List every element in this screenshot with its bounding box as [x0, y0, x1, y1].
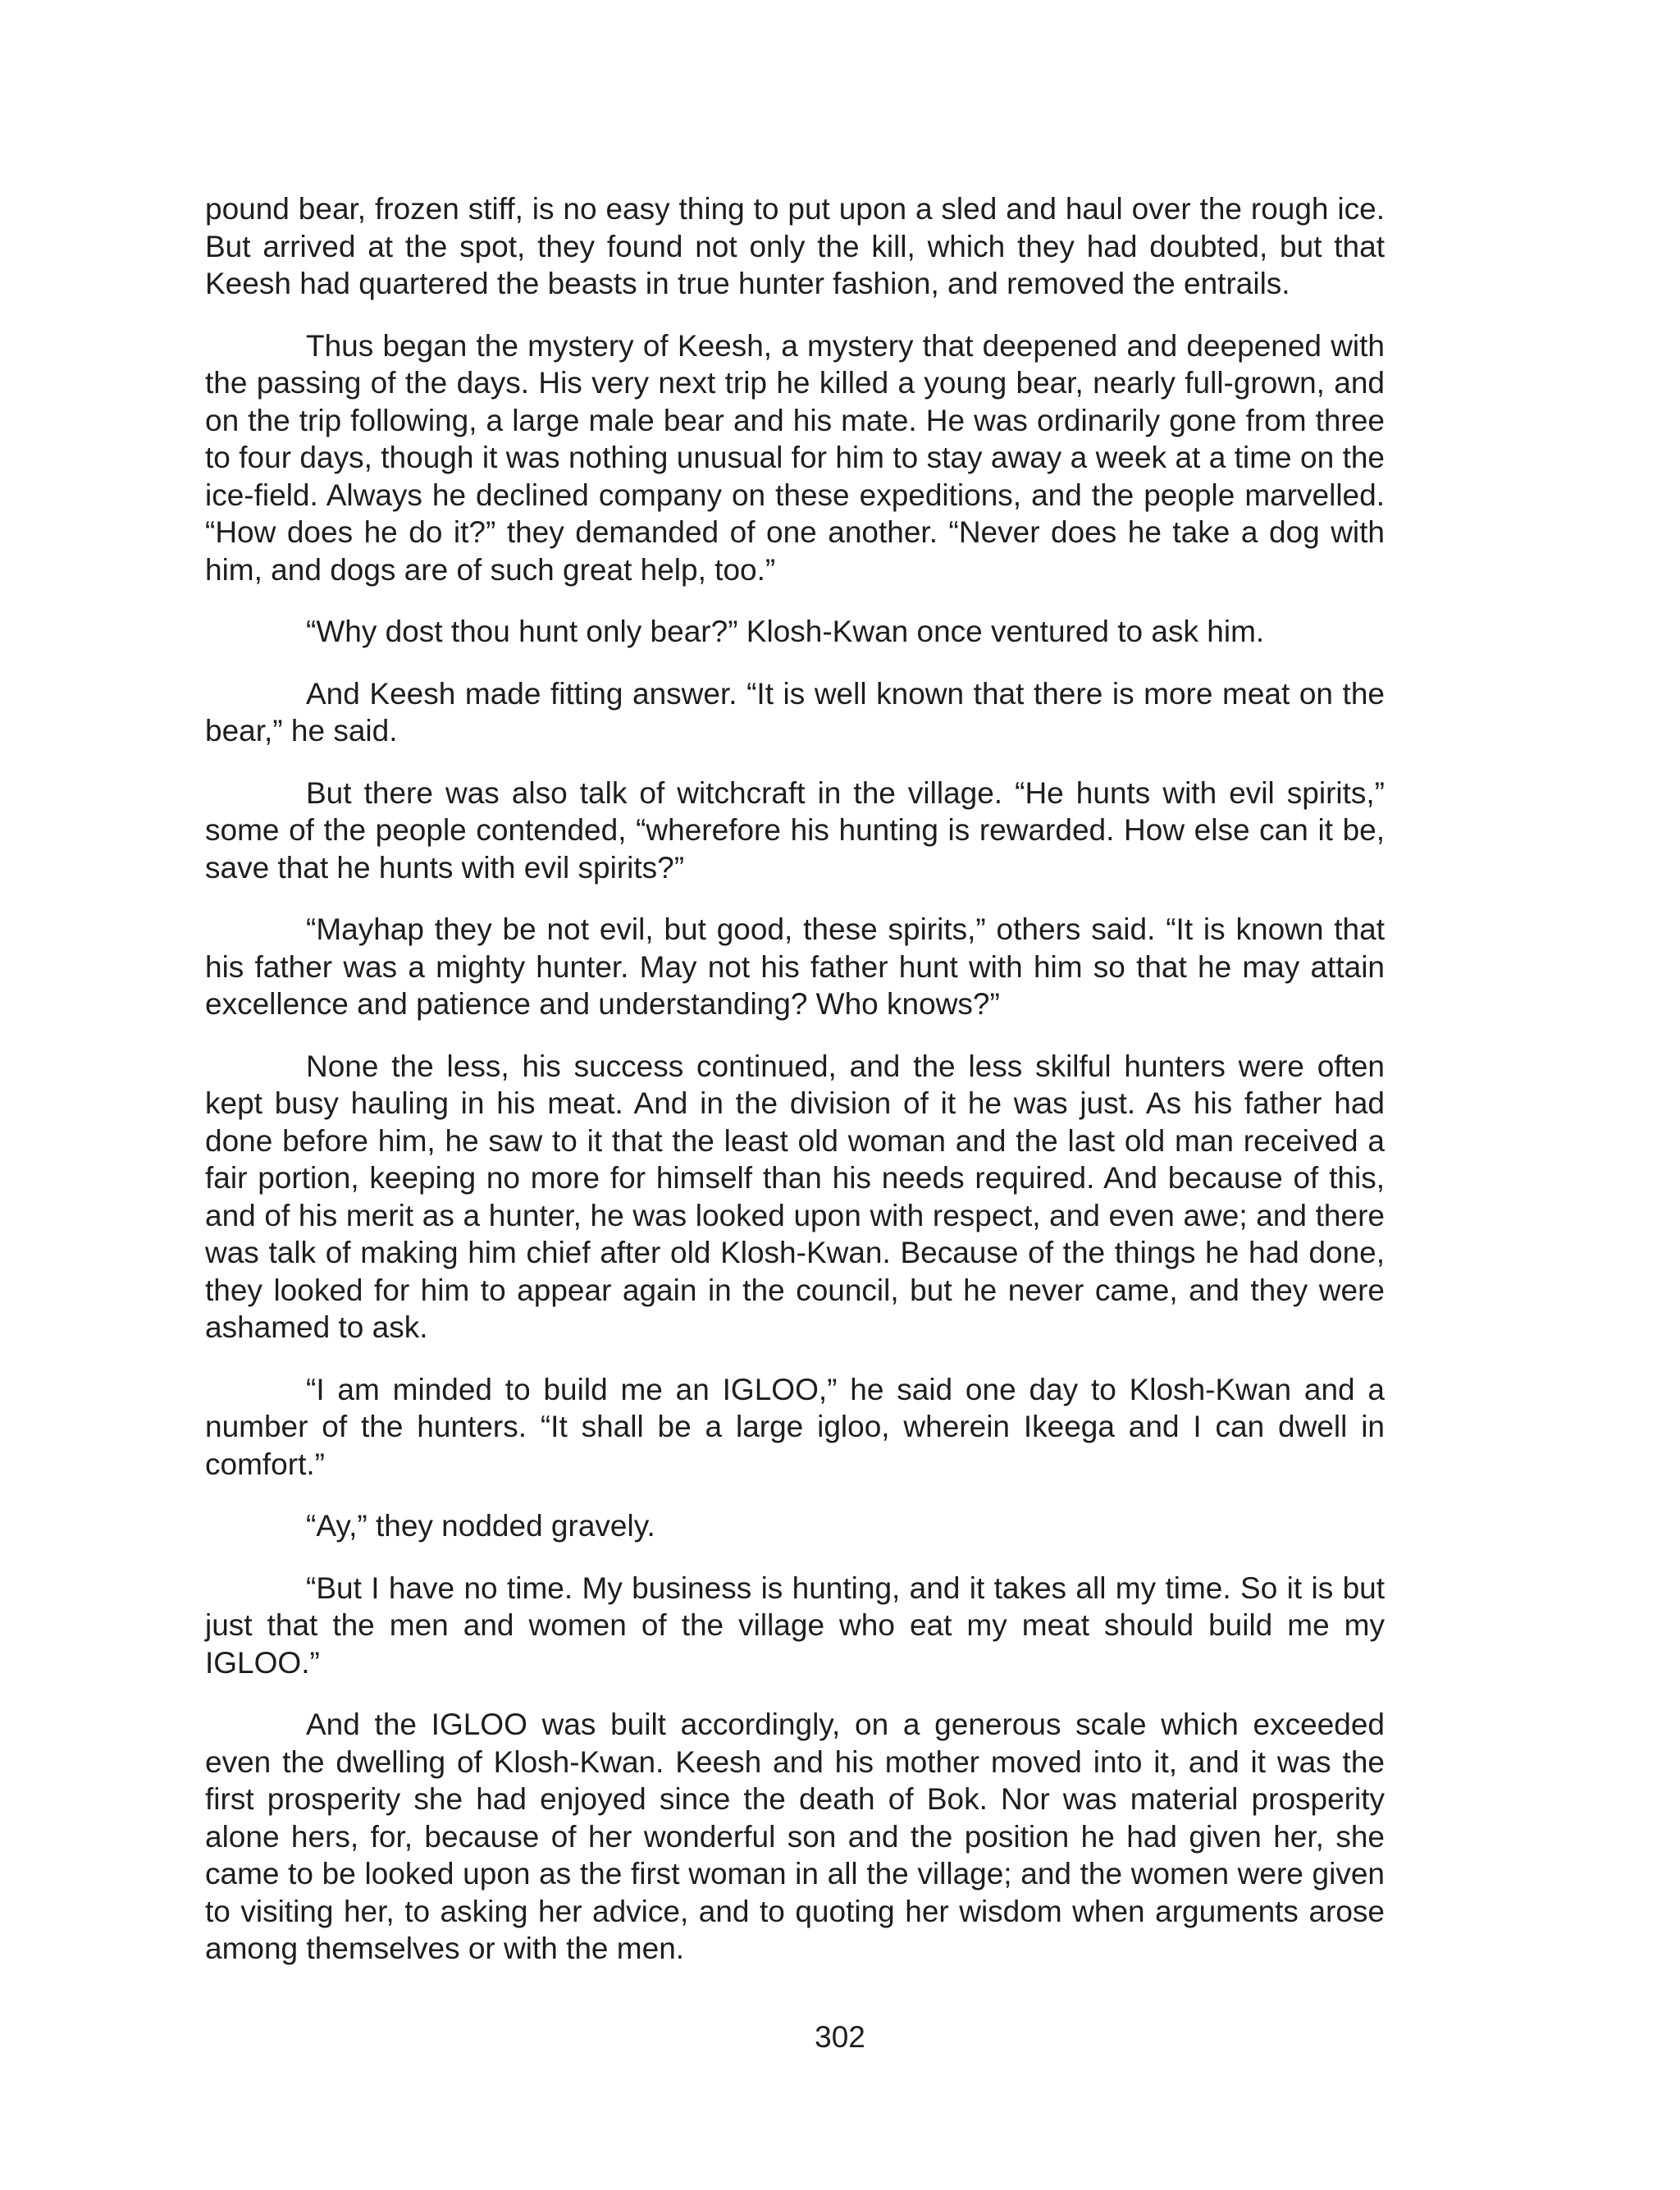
paragraph: “Mayhap they be not evil, but good, these spirits,” others said. “It is known that his father was a mighty hunter. May not his father hunt with him so that he may attain excellence and patience and understanding? Who knows?”	[205, 912, 1385, 1021]
paragraph: But there was also talk of witchcraft in the village. “He hunts with evil spirits,” some of the people contended, “wherefore his hunting is rewarded. How else can it be, save that he hunts with evil spirits?”	[205, 775, 1385, 885]
paragraph: “Ay,” they nodded gravely.	[306, 1509, 655, 1543]
paragraph: “I am minded to build me an IGLOO,” he said one day to Klosh-Kwan and a number of the hunters. “It shall be a large igloo, wherein Ikeega and I can dwell in comfort.”	[205, 1372, 1385, 1481]
paragraph: “Why dost thou hunt only bear?” Klosh-Kwan once ventured to ask him.	[306, 615, 1265, 648]
paragraph: “But I have no time. My business is hunting, and it takes all my time. So it is but just that the men and women of the village who eat my meat should build me my IGLOO.”	[205, 1570, 1385, 1680]
paragraph: None the less, his success continued, and the less skilful hunters were often kept busy hauling in his meat. And in the division of it he was just. As his father had done before him, he saw to it that the least old woman and the last old man received a fair portion, keeping no more for himself than his needs required. And because of this, and of his merit as a hunter, he was looked upon with respect, and even awe; and there was talk of making him chief after old Klosh-Kwan. Because of the things he had done, they looked for him to appear again in the council, but he never came, and they were ashamed to ask.	[205, 1049, 1385, 1344]
paragraph: And the IGLOO was built accordingly, on a generous scale which exceeded even the dwelling of Klosh-Kwan. Keesh and his mother moved into it, and it was the first prosperity she had enjoyed since the death of Bok. Nor was material prosperity alone hers, for, because of her wonderful son and the position he had given her, she came to be looked upon as the first woman in all the village; and the women were given to visiting her, to asking her advice, and to quoting her wisdom when arguments arose among themselves or with the men.	[205, 1708, 1385, 1965]
paragraph: pound bear, frozen stiff, is no easy thing to put upon a sled and haul over the rough ice. But arrived at the spot, they found not only the kill, which they had doubted, but that Keesh had quartered the beasts in true hunter fashion, and removed the entrails.	[205, 192, 1385, 300]
page-body	[205, 190, 1385, 1992]
paragraph: Thus began the mystery of Keesh, a mystery that deepened and deepened with the passing of the days. His very next trip he killed a young bear, nearly full-grown, and on the trip following, a large male bear and his mate. He was ordinarily gone from three to four days, though it was nothing unusual for him to stay away a week at a time on the ice-field. Always he declined company on these expeditions, and the people marvelled. “How does he do it?” they demanded of one another. “Never does he take a dog with him, and dogs are of such great help, too.”	[205, 328, 1385, 587]
paragraph: And Keesh made fitting answer. “It is well known that there is more meat on the bear,” he said.	[205, 676, 1385, 748]
page-number: 302	[815, 2020, 865, 2054]
